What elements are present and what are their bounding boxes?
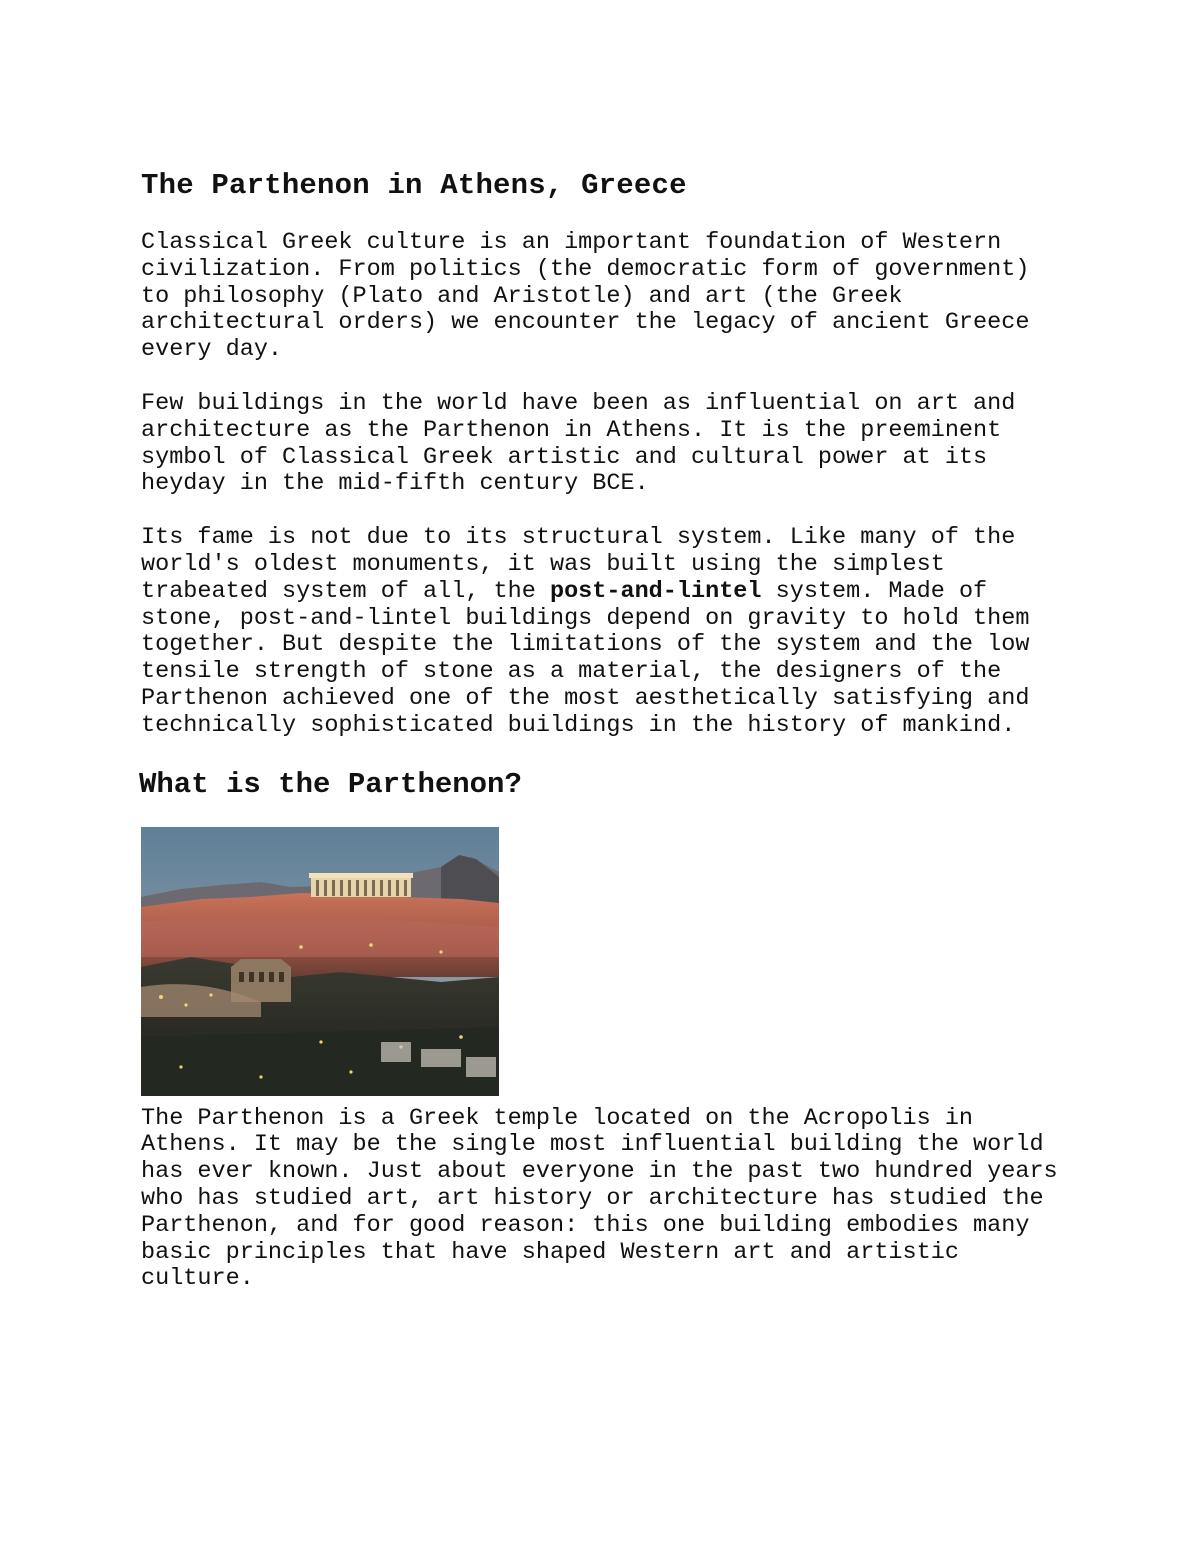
section-heading: What is the Parthenon? [139, 767, 522, 801]
post-and-lintel-term: post-and-lintel [549, 577, 762, 605]
intro-paragraph: Classical Greek culture is an important foundation of Western civilization. From politics (the democratic form of government) to philosophy (Plato and Aristotle) and art (the Greek architectural orders) we encounter the legacy of ancient Greece every day. [141, 229, 1030, 364]
structure-paragraph [141, 525, 1101, 739]
page-title: The Parthenon in Athens, Greece [141, 169, 687, 202]
influence-paragraph: Few buildings in the world have been as influential on art and architecture as the Parthenon in Athens. It is the preeminent symbol of Classical Greek artistic and cultural power at its heyday in the mid-fifth century BCE. [141, 389, 1016, 498]
structure-text-after: system. Made of stone, post-and-lintel buildings depend on gravity to hold them together. But despite the limitations of the system and the low tensile strength of stone as a material, the designers of the Parthenon achieved one of the most aesthetically satisfying and technically sophisticated buildings in the history of mankind. [141, 577, 1030, 739]
structure-text-before: Its fame is not due to its structural system. Like many of the world's oldest monuments, it was built using the simplest trabeated system of all, the [141, 524, 1016, 605]
document-page [141, 168, 1101, 1320]
parthenon-photo [141, 827, 499, 1096]
description-paragraph: The Parthenon is a Greek temple located on the Acropolis in Athens. It may be the single most influential building the world has ever known. Just about everyone in the past two hundred years who has studied art, art history or architecture has studied the Parthenon, and for good reason: this one building embodies many basic principles that have shaped Western art and artistic culture. [141, 1104, 1058, 1293]
